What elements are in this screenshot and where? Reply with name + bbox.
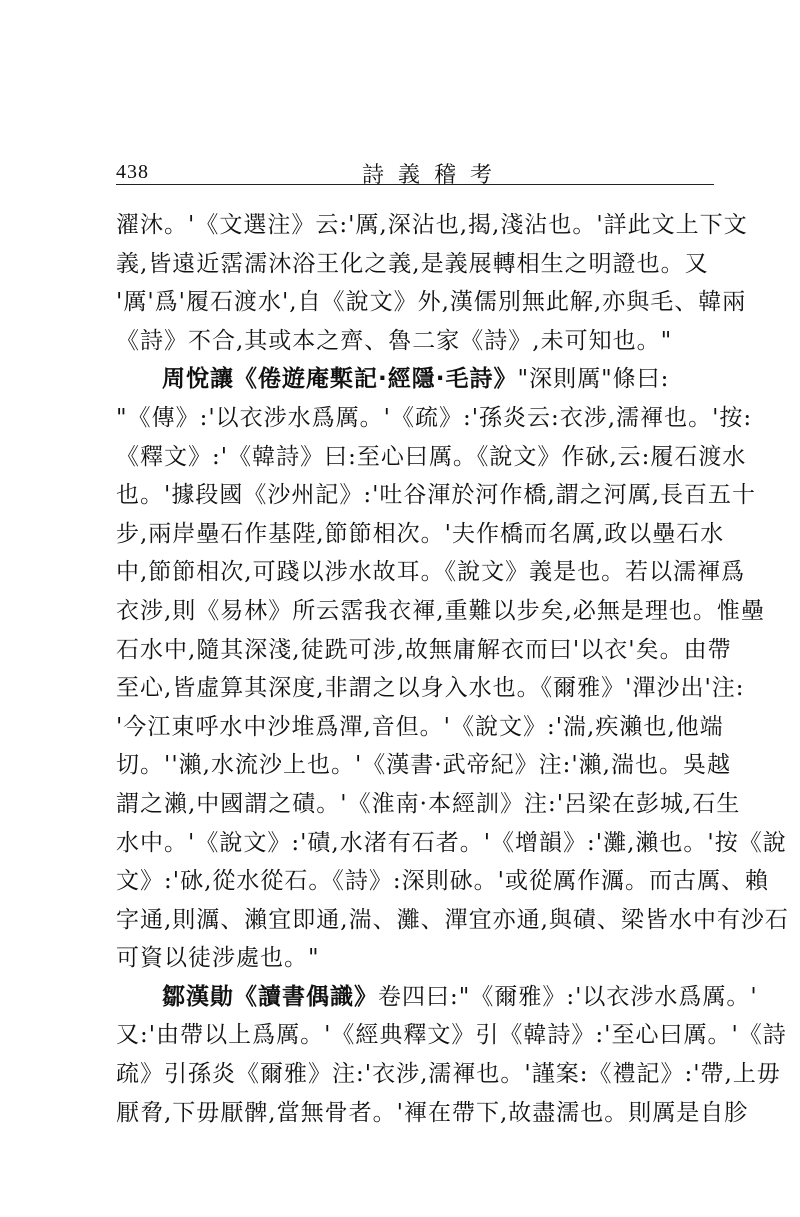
first-line-text: 卷四曰:"《爾雅》:'以衣涉水爲厲。' xyxy=(378,983,758,1010)
text-line: '厲'爲'履石渡水',自《說文》外,漢儒別無此解,亦與毛、韓兩 xyxy=(116,289,747,316)
text-line: 濯沐。'《文選注》云:'厲,深沾也,揭,淺沾也。'詳此文上下文 xyxy=(116,212,748,238)
text-line: 水中。'《說文》:'磧,水渚有石者。'《增韻》:'灘,瀨也。'按《說 xyxy=(116,829,787,856)
text-line: 也。'據段國《沙州記》:'吐谷渾於河作橋,謂之河厲,長百五十 xyxy=(116,482,757,509)
citation-lead: 周悅讓《倦遊庵槧記·經隱·毛詩》 xyxy=(162,366,518,393)
header-rule xyxy=(116,184,714,185)
first-line-text: "深則厲"條曰: xyxy=(517,366,670,393)
text-line: "《傳》:'以衣涉水爲厲。'《疏》:'孫炎云:衣涉,濡褌也。'按: xyxy=(116,404,753,431)
text-line: 切。''瀨,水流沙上也。'《漢書·武帝紀》注:'瀨,湍也。吳越 xyxy=(116,752,731,779)
text-line: 中,節節相次,可踐以涉水故耳。《說文》義是也。若以濡褌爲 xyxy=(116,559,746,586)
text-line: 《詩》不合,其或本之齊、魯二家《詩》,未可知也。" xyxy=(116,327,673,354)
text-line: 步,兩岸壘石作基陛,節節相次。'夫作橋而名厲,政以壘石水 xyxy=(116,520,725,547)
text-line: 石水中,隨其深淺,徒跣可涉,故無庸解衣而曰'以衣'矣。由帶 xyxy=(116,636,732,663)
text-line: 又:'由帶以上爲厲。'《經典釋文》引《韓詩》:'至心曰厲。'《詩 xyxy=(116,1022,787,1049)
text-line: '今江東呼水中沙堆爲潬,音但。'《說文》:'湍,疾瀨也,他端 xyxy=(116,713,724,740)
text-line: 字通,則濿、瀨宜即通,湍、灘、潬宜亦通,與磧、梁皆水中有沙石 xyxy=(116,906,789,933)
text-line: 疏》引孫炎《爾雅》注:'衣涉,濡褌也。'謹案:《禮記》:'帶,上毋 xyxy=(116,1061,781,1088)
paragraph-first-line xyxy=(116,360,720,399)
page-number: 438 xyxy=(116,161,149,183)
running-title: 詩義稽考 xyxy=(362,163,507,188)
text-line: 謂之瀨,中國謂之磧。'《淮南·本經訓》注:'呂梁在彭城,石生 xyxy=(116,790,741,817)
paragraph-first-line xyxy=(116,978,758,1017)
text-line: 至心,皆虛算其深度,非謂之以身入水也。《爾雅》'潬沙出'注: xyxy=(116,675,745,702)
text-line: 義,皆遠近霑濡沐浴王化之義,是義展轉相生之明證也。又 xyxy=(116,250,709,277)
text-line: 可資以徒涉處也。" xyxy=(116,945,320,972)
text-line: 文》:'砅,從水從石。《詩》:深則砅。'或從厲作濿。而古厲、賴 xyxy=(116,868,769,895)
citation-lead: 鄒漢勛《讀書偶識》 xyxy=(162,983,378,1010)
body-text xyxy=(116,206,789,1132)
text-line: 《釋文》:'《韓詩》曰:至心曰厲。《說文》作砅,云:履石渡水 xyxy=(116,443,747,470)
text-line: 厭脅,下毋厭髀,當無骨者。'褌在帶下,故盡濡也。則厲是自胗 xyxy=(116,1099,749,1126)
text-line: 衣涉,則《易林》所云霑我衣褌,重難以步矣,必無是理也。惟壘 xyxy=(116,597,765,624)
